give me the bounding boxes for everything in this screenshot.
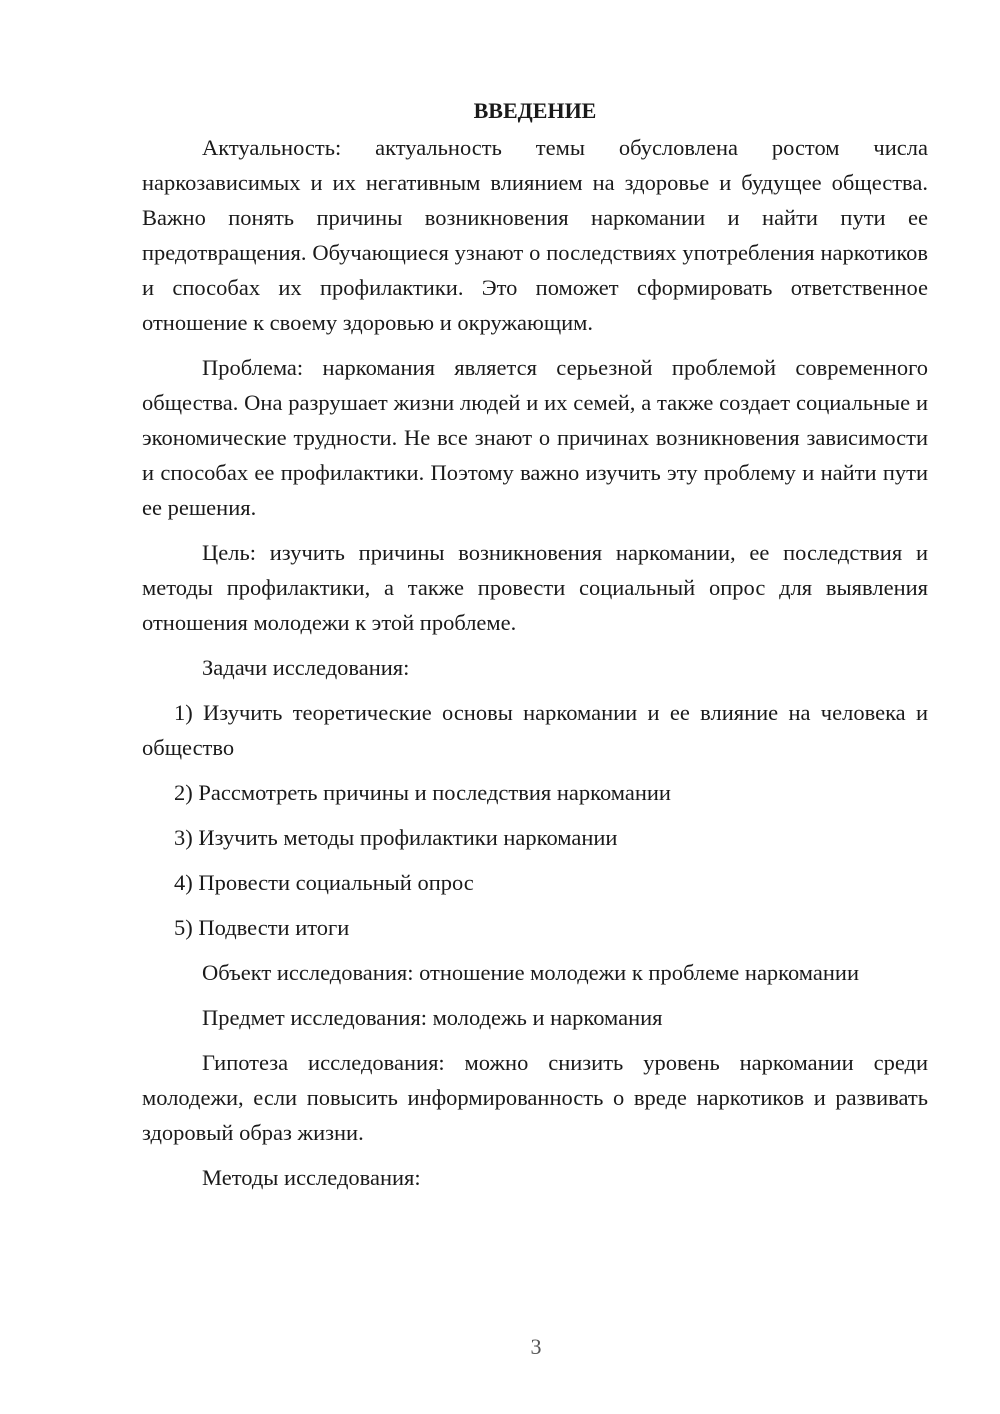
problem-paragraph: Проблема: наркомания является серьезной проблемой современного общества. Она разрушает жизни людей и их семей, а также создает социальные и экономические трудности. Не все знают о причинах возникновения зависимости и способах ее профилактики. Поэтому важно изучить эту проблему и найти пути ее решения. — [142, 355, 928, 520]
task-item-1: 1) Изучить теоретические основы наркомании и ее влияние на человека и общество — [142, 700, 928, 760]
task-item-2: 2) Рассмотреть причины и последствия наркомании — [174, 780, 671, 805]
goal-paragraph: Цель: изучить причины возникновения наркомании, ее последствия и методы профилактики, а также провести социальный опрос для выявления отношения молодежи к этой проблеме. — [142, 540, 928, 635]
page-content — [142, 96, 928, 1205]
tasks-heading: Задачи исследования: — [202, 655, 410, 680]
task-item-5: 5) Подвести итоги — [174, 915, 350, 940]
task-item-3: 3) Изучить методы профилактики наркомании — [174, 825, 618, 850]
task-item-4: 4) Провести социальный опрос — [174, 870, 474, 895]
hypothesis-paragraph: Гипотеза исследования: можно снизить уровень наркомании среди молодежи, если повысить информированность о вреде наркотиков и развивать здоровый образ жизни. — [142, 1050, 928, 1145]
page-number: 3 — [530, 1334, 542, 1359]
tasks-list — [142, 695, 928, 945]
methods-heading: Методы исследования: — [202, 1165, 421, 1190]
relevance-paragraph: Актуальность: актуальность темы обусловлена ростом числа наркозависимых и их негативным влиянием на здоровье и будущее общества. Важно понять причины возникновения наркомании и найти пути ее предотвращения. Обучающиеся узнают о последствиях употребления наркотиков и способах их профилактики. Это поможет сформировать ответственное отношение к своему здоровью и окружающим. — [142, 135, 928, 335]
section-heading: ВВЕДЕНИЕ — [473, 98, 597, 123]
subject-paragraph: Предмет исследования: молодежь и наркомания — [202, 1005, 663, 1030]
object-paragraph: Объект исследования: отношение молодежи к проблеме наркомании — [202, 960, 859, 985]
